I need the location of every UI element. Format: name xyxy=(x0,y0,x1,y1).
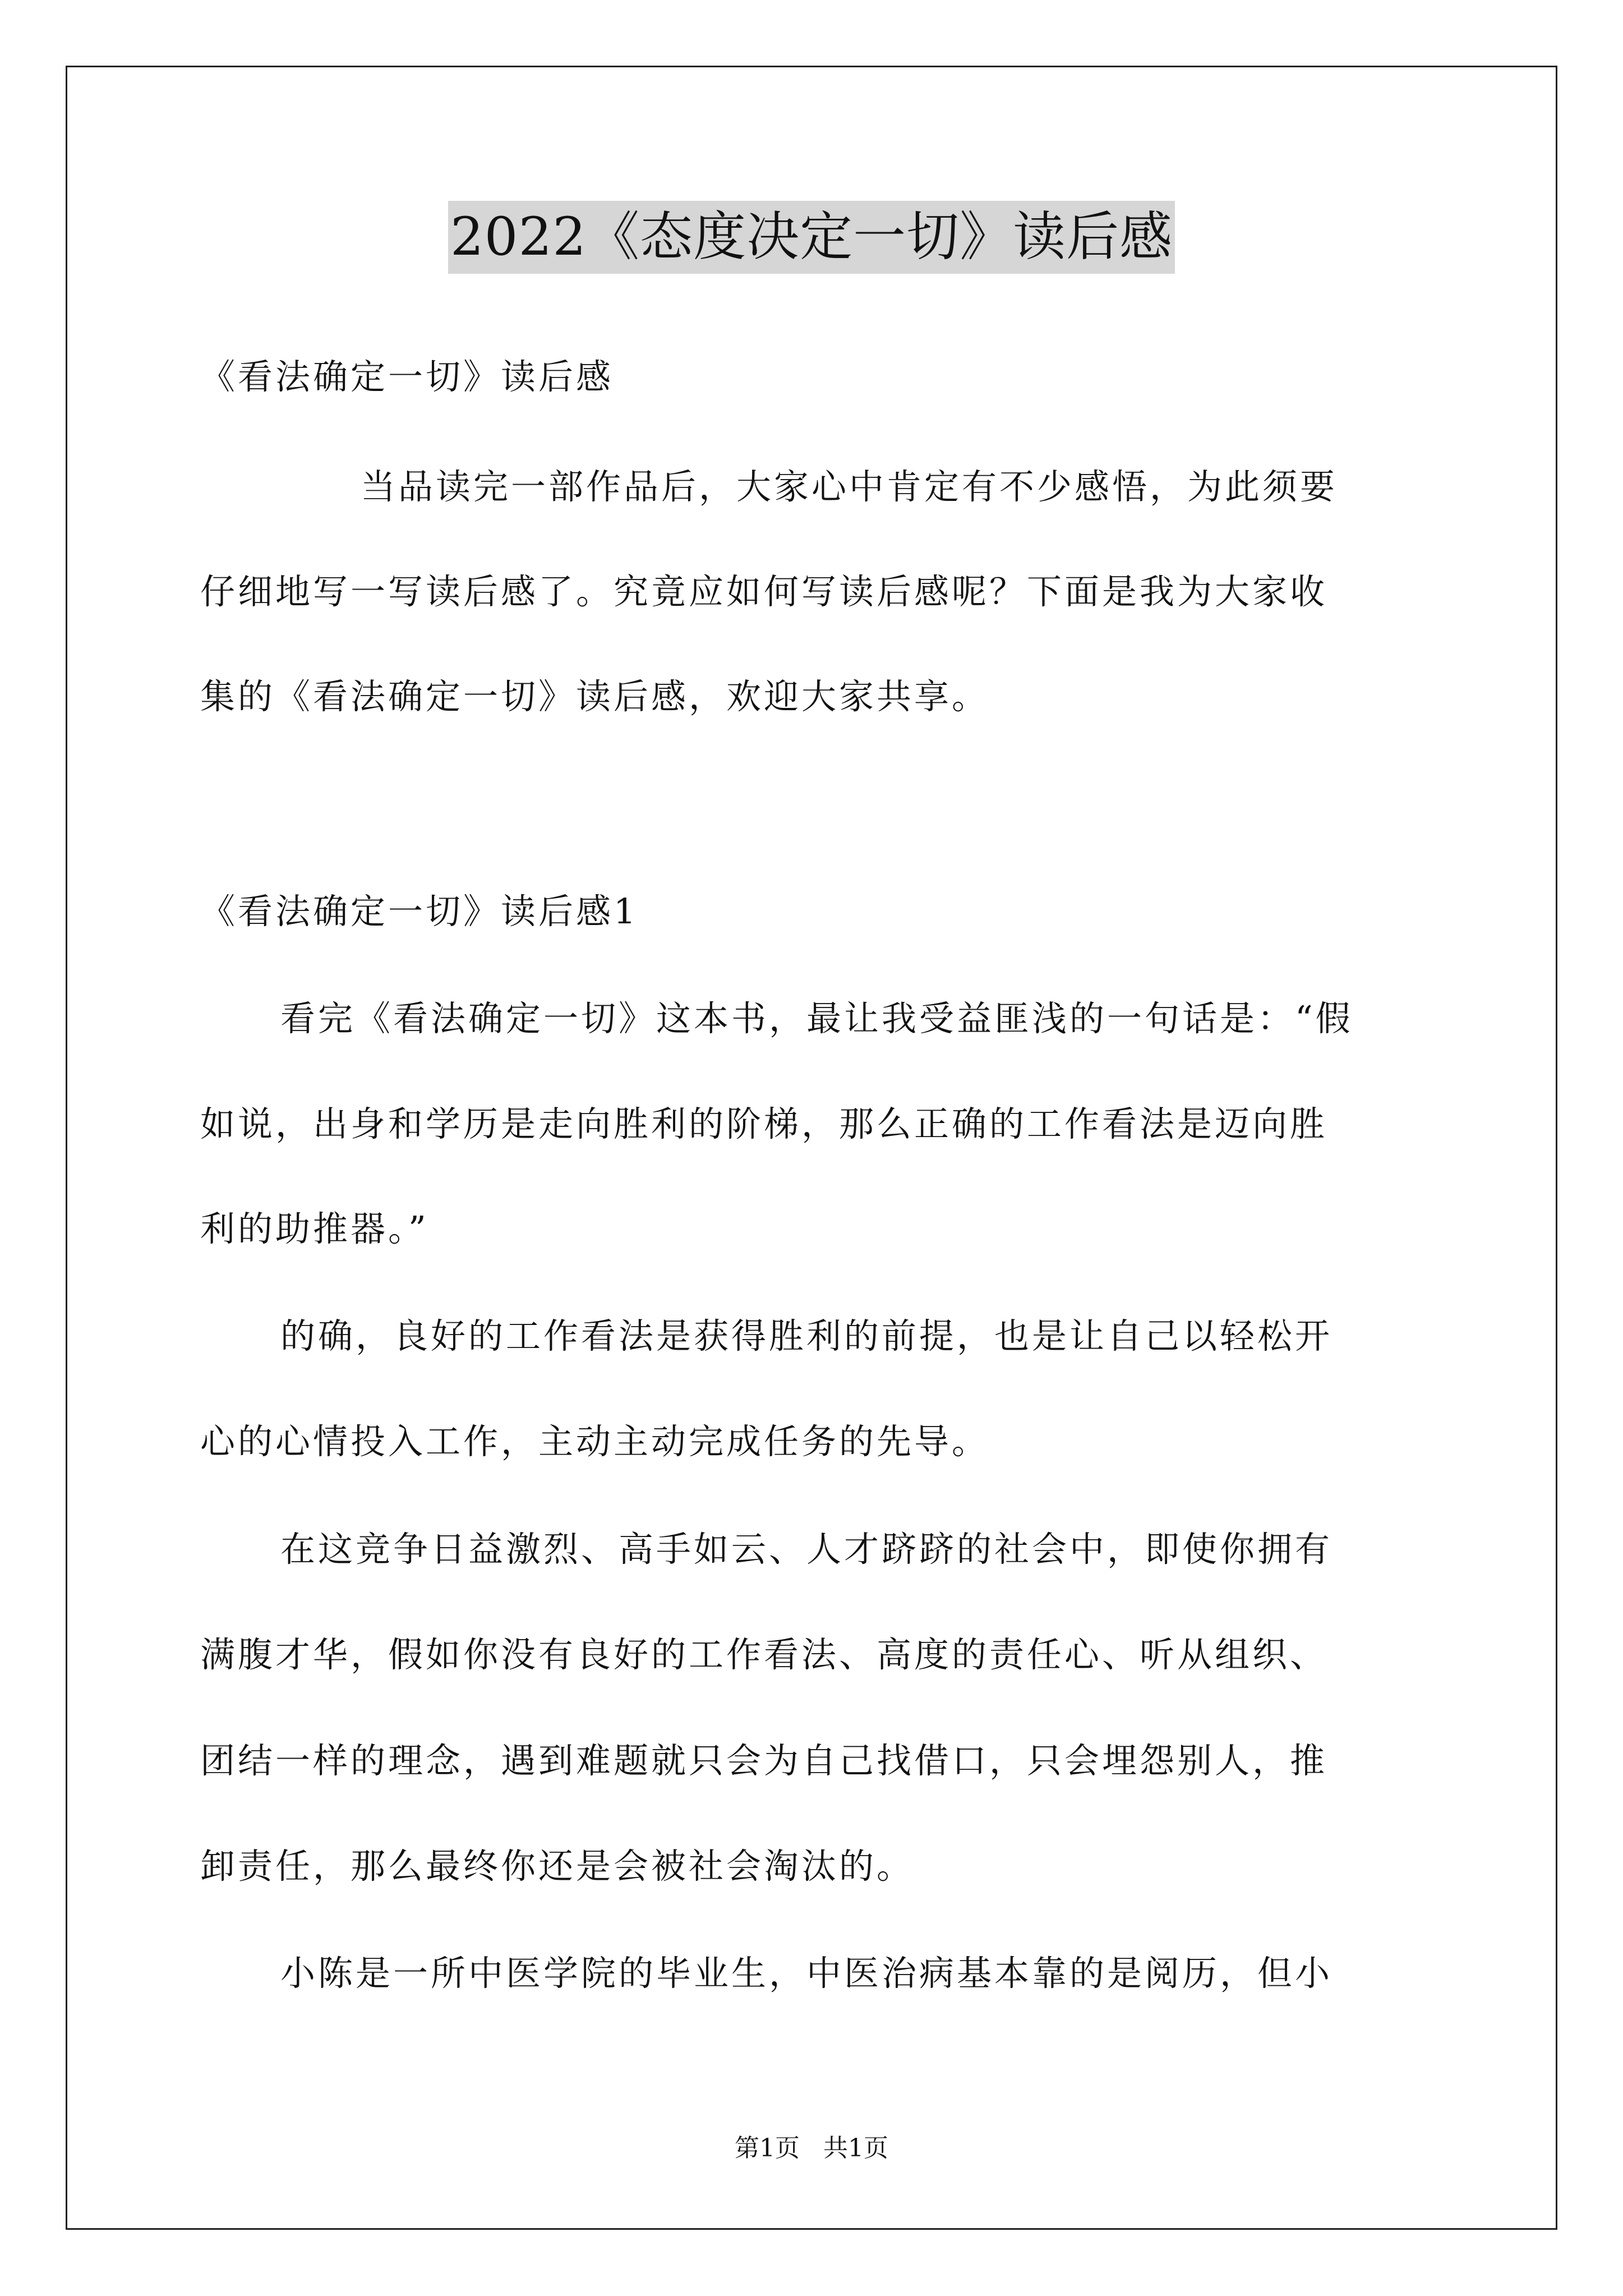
paragraph-line: 在这竞争日益激烈、高手如云、人才跻跻的社会中，即使你拥有 xyxy=(280,1529,1333,1570)
paragraph-line: 满腹才华，假如你没有良好的工作看法、高度的责任心、听从组织、 xyxy=(200,1634,1328,1675)
paragraph-line: 当品读完一部作品后，大家心中肯定有不少感悟，为此须要 xyxy=(361,466,1338,507)
paragraph-line: 心的心情投入工作，主动主动完成任务的先导。 xyxy=(200,1421,990,1462)
paragraph-line: 看完《看法确定一切》这本书，最让我受益匪浅的一句话是：“假 xyxy=(280,998,1353,1039)
paragraph-line: 的确，良好的工作看法是获得胜利的前提，也是让自己以轻松开 xyxy=(280,1315,1333,1356)
paragraph-line: 利的助推器。” xyxy=(200,1208,429,1249)
document-title: 2022《态度决定一切》读后感 xyxy=(448,201,1175,274)
page-number: 第1页 xyxy=(735,2134,800,2162)
title-container xyxy=(0,201,1623,274)
paragraph-line: 如说，出身和学历是走向胜利的阶梯，那么正确的工作看法是迈向胜 xyxy=(200,1103,1328,1144)
paragraph-line: 卸责任，那么最终你还是会被社会淘汰的。 xyxy=(200,1846,915,1887)
paragraph-line: 集的《看法确定一切》读后感，欢迎大家共享。 xyxy=(200,676,990,717)
section-heading: 《看法确定一切》读后感1 xyxy=(200,891,639,932)
page-footer xyxy=(0,2132,1623,2165)
subtitle-line: 《看法确定一切》读后感 xyxy=(200,356,614,397)
page-total: 共1页 xyxy=(823,2134,888,2162)
paragraph-line: 仔细地写一写读后感了。究竟应如何写读后感呢？下面是我为大家收 xyxy=(200,571,1328,612)
paragraph-line: 团结一样的理念，遇到难题就只会为自己找借口，只会埋怨别人，推 xyxy=(200,1740,1328,1781)
paragraph-line: 小陈是一所中医学院的毕业生，中医治病基本靠的是阅历，但小 xyxy=(280,1953,1333,1994)
